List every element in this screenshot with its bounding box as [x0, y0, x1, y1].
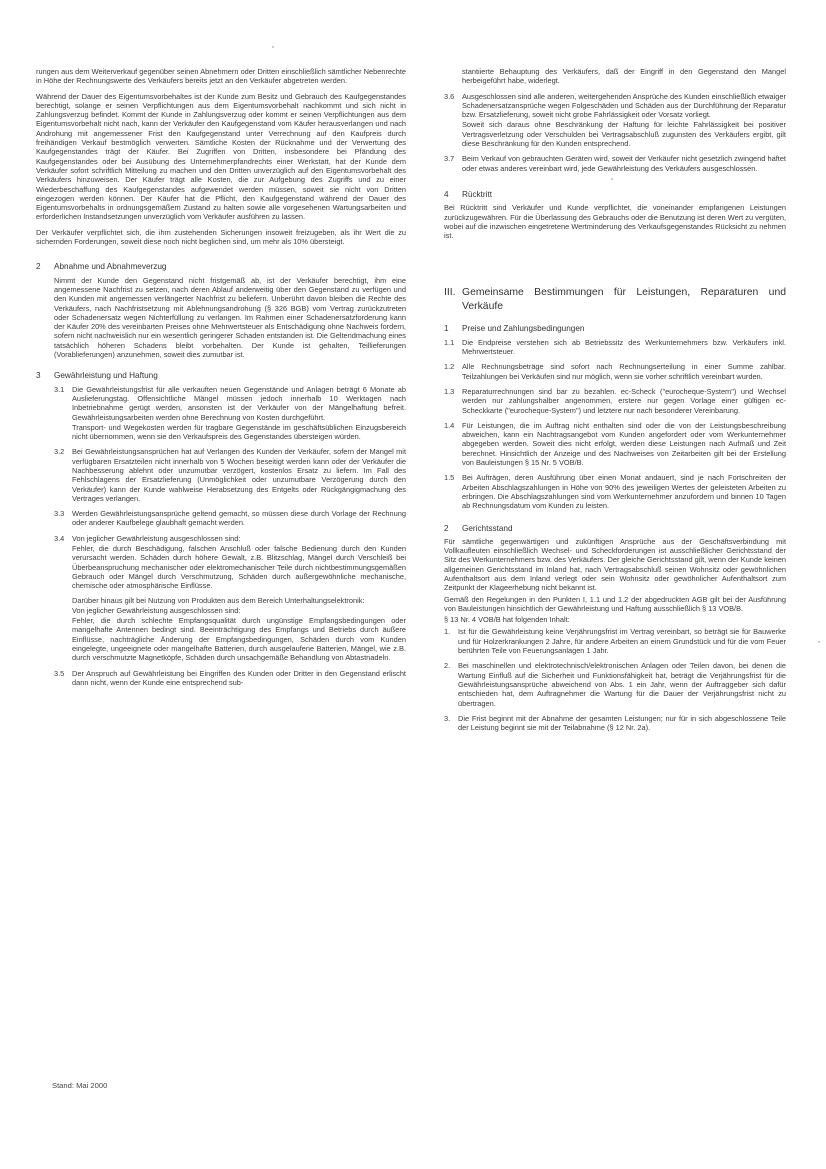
clause-text: Von jeglicher Gewährleistung ausgeschlossen sind: — [72, 605, 241, 615]
section-ruecktritt — [444, 190, 786, 240]
clause-text: Ausgeschlossen sind alle anderen, weitergehenden Ansprüche des Kunden einschließlich etwaiger Schadenersatzansprüche wegen Folgeschäden und Schäden aus der Durchführung der Reparatur bzw. Ersatzlieferung, soweit nicht grobe Fahrlässigkeit oder Vorsatz vorliegt. — [462, 91, 786, 120]
clause-text: Die Frist beginnt mit der Abnahme der gesamten Leistungen; nur für in sich abgeschlossene Teile der Leistung beginnt sie mit der Teilabnahme (§ 12 Nr. 2a). — [458, 713, 786, 733]
clause-3-1 — [54, 385, 406, 443]
clause-number: 3.1 — [54, 384, 65, 394]
clause-3-5 — [54, 669, 406, 689]
intro-paragraph: rungen aus dem Weiterverkauf gegenüber seinen Abnehmern oder Dritten einschließlich sämtlicher Nebenrechte in Höhe der Rechnungswerte des Verkäufers bereits jetzt an den Verkäufer abgetreten werden. — [36, 67, 406, 86]
section-abnahme — [36, 262, 406, 359]
clause-1-5 — [444, 473, 786, 511]
clause-3-4 — [54, 534, 406, 664]
scan-speck — [272, 46, 274, 48]
part-heading — [444, 286, 786, 314]
section-title: Preise und Zahlungsbedingungen — [462, 324, 585, 334]
clause-3-3 — [54, 509, 406, 529]
section-body: Für sämtliche gegenwärtigen und zukünftigen Ansprüche aus der Geschäftsverbindung mit Vollkaufleuten einschließlich Wechsel- und Scheckforderungen ist ausschließlicher Gerichtsstand der Sitz des Werkunternehmers bzw. des Verkäufers. Der gleiche Gerichtsstand gilt, wenn der Kunde keinen allgemeinen Gerichtsstand im Inland hat, nach Vertragsabschluß seinen Wohnsitz oder gewöhnlichen Aufenthaltsort aus dem Inland verlegt oder sein Wohnsitz oder gewöhnlicher Aufenthaltsort zum Zeitpunkt der Klageerhebung nicht bekannt ist. — [444, 536, 786, 593]
section-number: 4 — [444, 189, 449, 199]
section-gewaehrleistung — [36, 371, 406, 688]
clause-3-5-continuation — [444, 67, 786, 87]
section-number: 2 — [444, 523, 449, 533]
clause-text: Alle Rechnungsbeträge sind sofort nach Rechnungserteilung in einer Summe zahlbar. Teilzahlungen bei Verkäufen sind nur möglich, wenn sie vorher schriftlich vereinbart wurden. — [462, 362, 786, 381]
clause-number: 3.3 — [54, 509, 65, 519]
section-number: 1 — [444, 324, 449, 334]
section-body: § 13 Nr. 4 VOB/B hat folgenden Inhalt: — [444, 615, 570, 625]
clause-text: Von jeglicher Gewährleistung ausgeschlossen sind: — [72, 533, 241, 543]
section-heading — [444, 524, 786, 533]
clause-number: 3.5 — [54, 668, 65, 678]
section-title: Gerichtsstand — [462, 523, 513, 533]
section-body: Bei Rücktritt sind Verkäufer und Kunde verpflichtet, die voneinander empfangenen Leistungen zurückzugewähren. Für die Überlassung des Gebrauchs oder die Benutzung ist deren Wert zu vergüten, wobei auf die inzwischen eingetretene Wertminderung des Verkaufsgegenstandes Rücksicht zu nehmen ist. — [444, 203, 786, 241]
clause-3-2 — [54, 447, 406, 504]
intro-paragraph: Der Verkäufer verpflichtet sich, die ihm zustehenden Sicherungen insoweit freizugeben, als ihr Wert die zu sichernden Forderungen, soweit diese noch nicht beglichen sind, um mehr als 10% übersteigt. — [36, 227, 406, 247]
clause-text: Soweit sich daraus ohne Beschränkung der Haftung für leichte Fahrlässigkeit bei positiver Vertragsverletzung oder Verschulden bei Vertragsabschluß zugunsten des Verkäufers ergibt, gilt diese Beschränkung für den Kunden entsprechend. — [462, 120, 786, 149]
clause-3-7 — [444, 154, 786, 174]
clause-text: Reparaturrechnungen sind bar zu bezahlen. ec-Scheck ("eurocheque-System") und Wechsel werden nur zahlungshalber angenommen, erstere nur gegen Vorlage einer gültigen ec-Scheckkarte ("eurocheque-System") und letztere nur nach besonderer Vereinbarung. — [462, 386, 786, 415]
section-heading — [444, 190, 786, 199]
clause-number: 3. — [444, 713, 451, 723]
section-number: 3 — [36, 371, 41, 381]
clause-text: Fehler, die durch Beschädigung, falschen Anschluß oder falsche Bedienung durch den Kunden verursacht werden. Schäden durch höhere Gewalt, z.B. Blitzschlag, Mängel durch Verschleiß bei Überbeanspruchung mechanischer oder elektromechanischer Teile durch nichtbestimmungsgemäßen Gebrauch oder Mängel durch Verschmutzung, Schäden durch außergewöhnliche mechanische, chemische oder atmosphärische Einflüsse. — [72, 544, 406, 591]
clause-number: 1. — [444, 627, 451, 637]
section-title: Abnahme und Abnahmeverzug — [54, 262, 167, 272]
document-date: Stand: Mai 2000 — [52, 1081, 108, 1090]
section-number: 2 — [36, 262, 41, 272]
clause-number: 2. — [444, 661, 451, 671]
section-heading — [444, 324, 786, 333]
left-column — [36, 67, 406, 693]
scan-speck — [611, 178, 613, 180]
clause-1-4 — [444, 421, 786, 468]
vob-clause-2 — [444, 661, 786, 707]
clause-number: 1.3 — [444, 386, 455, 396]
clause-1-3 — [444, 387, 786, 416]
section-heading — [36, 371, 406, 380]
right-column — [444, 67, 786, 738]
section-title: Gewährleistung und Haftung — [54, 371, 158, 381]
clause-number: 3.4 — [54, 533, 65, 543]
scan-speck — [818, 641, 820, 643]
section-body: Nimmt der Kunde den Gegenstand nicht fristgemäß ab, ist der Verkäufer berechtigt, ihm eine angemessene Nachfrist zu setzen, nach deren Ablauf anderweitig über den Gegenstand zu verfügen und den Kunden mit angemessen verlängerter Nachfrist zu beliefern. Unberührt davon bleiben die Rechte des Verkäufers, nach Nachfristsetzung mit Ablehnungsandrohung (§ 326 BGB) vom Vertrag zurückzutreten oder Schadenersatz wegen Nichterfüllung zu verlangen. Im Rahmen einer Schadenersatzforderung kann der Käufer 20% des vereinbarten Preises ohne Mehrwertsteuer als Entschädigung ohne Nachweis fordern, sofern nicht nachweislich nur ein wesentlich geringerer Schaden entstanden ist. Die Geltendmachung eines tatsächlich höheren Schadens bleibt vorbehalten. Der Kunde ist gehalten, Teillieferungen (Vorablieferungen) anzunehmen, soweit dies zumutbar ist. — [54, 275, 406, 360]
clause-text: Werden Gewährleistungsansprüche geltend gemacht, so müssen diese durch Vorlage der Rechnung oder anderer Kaufbelege glaubhaft gemacht werden. — [72, 509, 406, 528]
clause-text: Für Leistungen, die im Auftrag nicht enthalten sind oder die von der Leistungsbeschreibung abweichen, kann ein Nachtragsangebot vom Kunden angefordert oder vom Werkunternehmer abgegeben werden. Soweit dies nicht erfolgt, werden diese Leistungen nach Aufmaß und Zeit berechnet. Hinsichtlich der Anzeige und des Nachweises von Zeitarbeiten gilt bei der Erstellung von Bauleistungen § 15 Nr. 5 VOB/B. — [462, 420, 786, 468]
clause-text: Bei Aufträgen, deren Ausführung über einen Monat andauert, sind je nach Fortschreiten der Arbeiten Abschlagszahlungen in Höhe von 90% des jeweiligen Wertes der geleisteten Arbeiten zu erbringen. Die Abschlagszahlungen sind vom Werkunternehmer anzufordern und binnen 10 Tagen ab Rechnungsdatum vom Kunden zu leisten. — [462, 473, 786, 511]
clause-number: 1.5 — [444, 473, 455, 483]
intro-paragraph: Während der Dauer des Eigentumsvorbehaltes ist der Kunde zum Besitz und Gebrauch des Kaufgegenstandes berechtigt, solange er seinen Verpflichtungen aus dem Eigentumsvorbehalt nachkommt und sich nicht in Zahlungsverzug befindet. Kommt der Kunde in Zahlungsverzug oder kommt er seinen Verpflichtungen aus dem Eigentumsvorbehalt nicht nach, kann der Verkäufer den Kaufgegenstand vom Käufer herausverlangen und nach Androhung mit angemessener Frist den Kaufgegenstand unter Verrechnung auf den Kaufpreis durch freihändigen Verkauf bestmöglich verwerten. Sämtliche Kosten der Rücknahme und der Verwertung des Kaufgegenstandes trägt der Käufer. Bei Zugriffen von Dritten, insbesondere bei Pfändung des Kaufgegenstandes oder bei Ausübung des Unternehmerpfandrechts einer Werkstatt, hat der Kunde dem Verkäufer sofort schriftlich Mitteilung zu machen und den Dritten unverzüglich auf den Eigentumsvorbehalt des Verkäufers hinzuweisen. Der Käufer trägt alle Kosten, die zur Aufgebung des Zugriffs und zu einer Wiederbeschaffung des Kaufgegenstandes aufgewendet werden müssen, soweit sie nicht von Dritten eingezogen werden können. Der Käufer hat die Pflicht, den Kaufgegenstand während der Dauer des Eigentumsvorbehalts in ordnungsgemäßem Zustand zu halten sowie alle vorgesehenen Wartungsarbeiten und erforderlichen Instandsetzungen unverzüglich vom Verkäufer ausführen zu lassen. — [36, 91, 406, 222]
clause-text: Die Gewährleistungsfrist für alle verkauften neuen Gegenstände und Anlagen beträgt 6 Monate ab Auslieferungstag. Offensichtliche Mängel müssen jedoch innerhalb 10 Werktagen nach Inbetriebnahme gerügt werden, ansonsten ist der Verkäufer von der Mängelhaftung befreit. Gewährleistungsarbeiten werden ohne Berechnung von Kosten durchgeführt. — [72, 384, 406, 422]
clause-text: Transport- und Wegekosten werden für tragbare Gegenstände im geschäftsüblichen Einzugsbereich nicht übernommen, wenn sie den Verkaufspreis des Gegenstandes übersteigen würden. — [72, 422, 406, 442]
clause-number: 1.1 — [444, 337, 455, 347]
clause-text: Bei maschinellen und elektrotechnisch/elektronischen Anlagen oder Teilen davon, bei denen die Wartung Einfluß auf die Sicherheit und Funktionsfähigkeit hat, beträgt die Verjährungsfrist für die Gewährleistungsansprüche abweichend von Abs. 1 ein Jahr, wenn der Auftraggeber sich dafür entschieden hat, dem Auftragnehmer die Wartung für die Dauer der Verjährungsfrist nicht zu übertragen. — [458, 661, 786, 708]
clause-text: Beim Verkauf von gebrauchten Geräten wird, soweit der Verkäufer nicht gesetzlich zwingend haftet oder etwas anderes vereinbart wird, jede Gewährleistung des Verkäufers ausgeschlossen. — [462, 154, 786, 173]
vob-clause-1 — [444, 627, 786, 655]
section-title: Rücktritt — [462, 189, 493, 199]
section-gerichtsstand — [444, 524, 786, 733]
clause-number: 3.7 — [444, 154, 455, 164]
clause-number: 1.4 — [444, 420, 455, 430]
clause-text: Fehler, die durch schlechte Empfangsqualität durch ungünstige Empfangsbedingungen oder mangelhafte Antennen bedingt sind. Beeinträchtigung des Empfangs und Betriebs durch äußere Einflüsse, nachträgliche Änderung der Empfangsbedingungen, Schäden durch vom Kunden eingelegte, ungeeignete oder mangelhafte Batterien, durch ausgelaufene Batterien, Mängel, wie z.B. durch verschmutzte Magnetköpfe, Schäden durch unsachgemäße Behandlung von Abtastnadeln. — [72, 616, 406, 663]
clause-text: stantiierte Behauptung des Verkäufers, daß der Eingriff in den Gegenstand den Mangel herbeigeführt habe, widerlegt. — [462, 67, 786, 86]
clause-text: Der Anspruch auf Gewährleistung bei Eingriffen des Kunden oder Dritter in den Gegenstand erlischt dann nicht, wenn der Kunde eine entsprechend sub- — [72, 668, 406, 687]
section-preise — [444, 324, 786, 511]
clause-text: Darüber hinaus gilt bei Nutzung von Produkten aus dem Bereich Unterhaltungselektronik: — [72, 595, 365, 605]
clause-number: 1.2 — [444, 362, 455, 372]
section-body: Gemäß den Regelungen in den Punkten I, 1.1 und 1.2 der abgedruckten AGB gilt bei der Ausführung von Bauleistungen hinsichtlich der Gewährleistung und Haftung ausschließlich § 13 VOB/B. — [444, 594, 786, 613]
part-title: Gemeinsame Bestimmungen für Leistungen, Reparaturen und Verkäufe — [462, 287, 786, 313]
section-heading — [36, 262, 406, 271]
clause-number: 3.2 — [54, 447, 65, 457]
part-number: III. — [444, 287, 456, 299]
clause-text: Die Endpreise verstehen sich ab Betriebssitz des Werkunternehmers bzw. Verkäufers inkl. Mehrwertsteuer. — [462, 337, 786, 357]
clause-text: Ist für die Gewährleistung keine Verjährungsfrist im Vertrag vereinbart, so beträgt sie für Bauwerke und für Holzerkrankungen 2 Jahre, für andere Arbeiten an einem Grundstück und für die vom Feuer berührten Teile von Feuerungsanlagen 1 Jahr. — [458, 627, 786, 656]
clause-text: Bei Gewährleistungsansprüchen hat auf Verlangen des Kunden der Verkäufer, sofern der Mangel mit verfügbaren Ersatzteilen nicht innerhalb von 5 Wochen beseitigt werden kann oder der Verkäufer die Nachbesserung ablehnt oder unzumutbar verzögert, kostenlos Ersatz zu liefern. Im Fall des Fehlschlagens der Ersatzlieferung (Unmöglichkeit oder unzumutbare Verzögerung durch den Verkäufer) kann der Kunde wahlweise Herabsetzung des Entgelts oder Rückgängigmachung des Vertrages verlangen. — [72, 447, 406, 503]
clause-3-6 — [444, 92, 786, 150]
clause-1-1 — [444, 338, 786, 358]
vob-clause-3 — [444, 714, 786, 733]
clause-number: 3.6 — [444, 91, 455, 101]
clause-1-2 — [444, 362, 786, 382]
